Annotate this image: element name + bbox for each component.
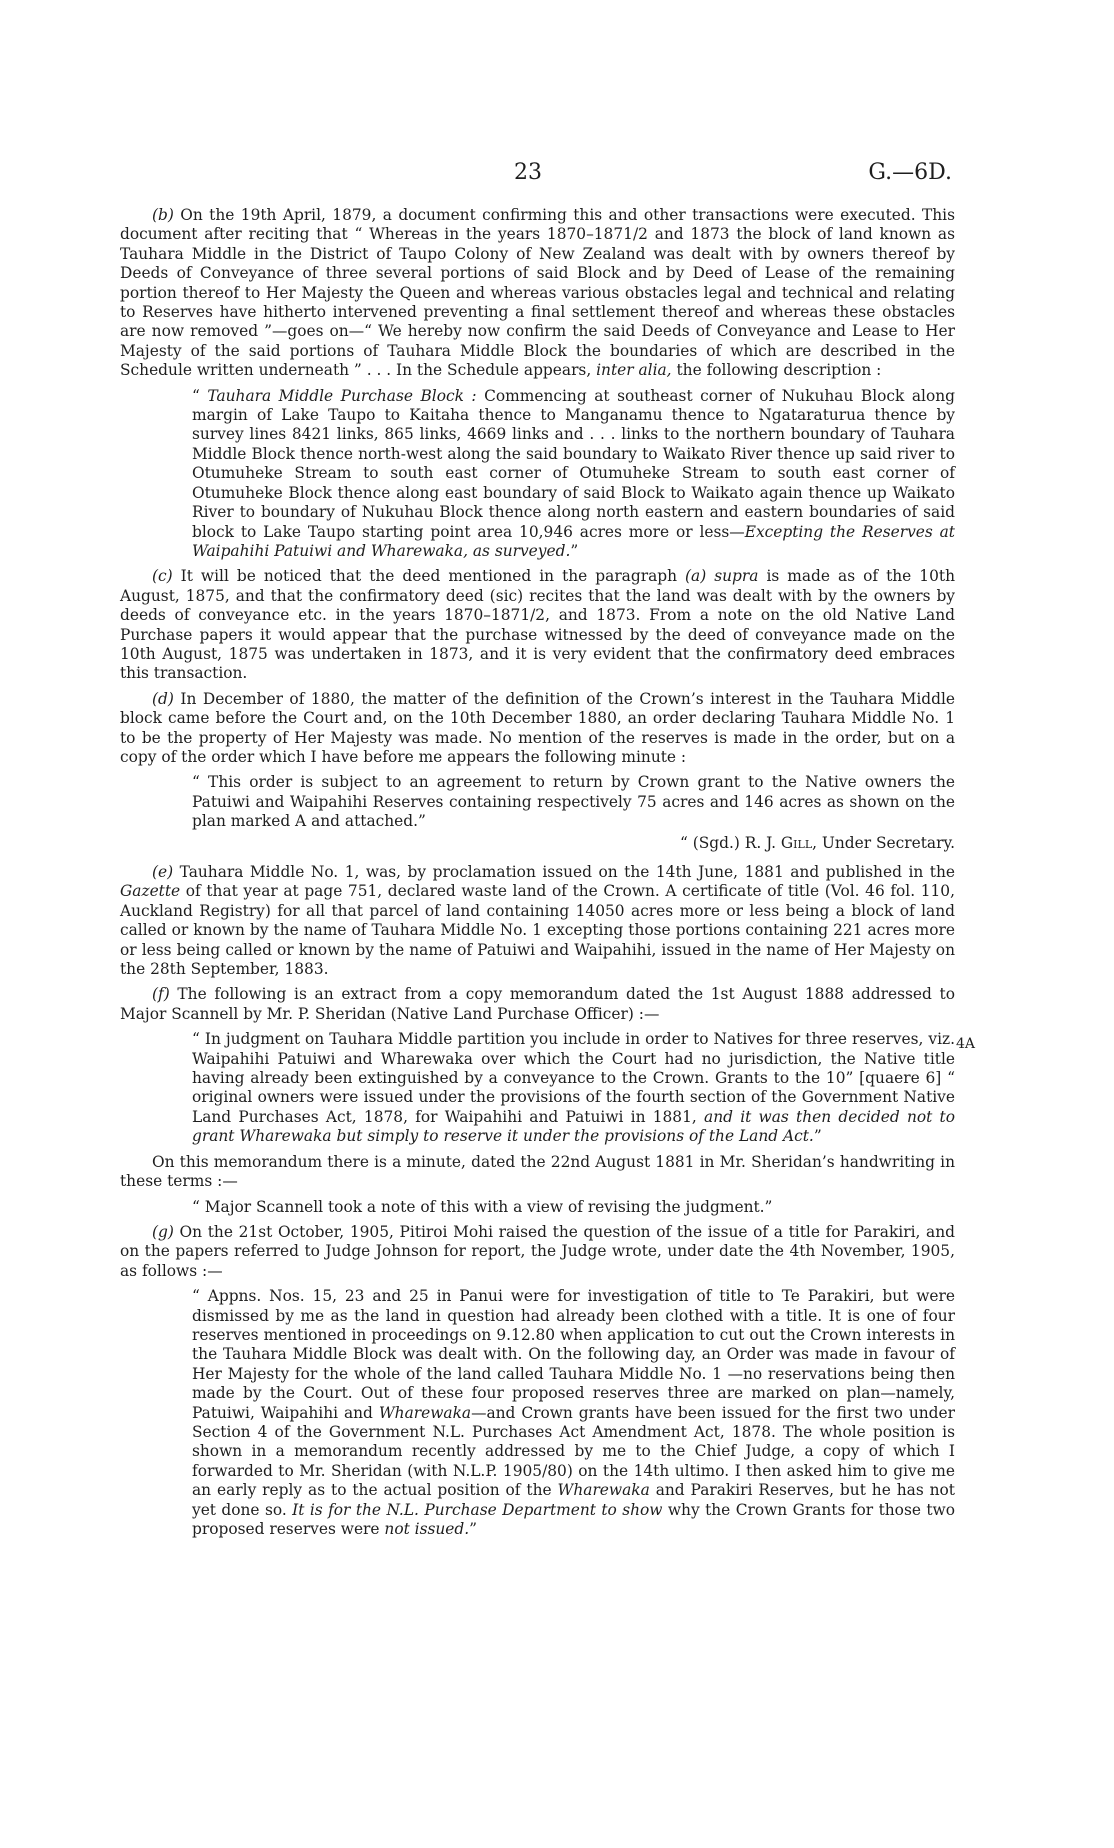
paragraph-label: (f) <box>152 985 170 1004</box>
publication-title: Gazette <box>120 882 181 901</box>
paragraph-g <box>120 1223 955 1281</box>
paragraph-label: (b) <box>152 206 174 224</box>
signatory-name: Gill <box>780 833 813 852</box>
paragraph-text: The following is an extract from a copy memorandum dated the 1st August 1888 addressed to Major Scannell by Mr. P. Sheridan (Native Land Purchase Officer) :— <box>120 985 955 1023</box>
schedule-quote: “ Tauhara Middle Purchase Block : Commencing at southeast corner of Nukuhau Block along margin of Lake Taupo to Kaitaha thence to Manganamu thence to Ngataraturua thence by survey lines 8421 links, 865 links, 4669 links and . . . links to the northern boundary of Tauhara Middle Block thence north-west along the said boundary to Waikato River thence up said river to Otumuheke Stream to south east corner of Otumuheke Stream to south east corner of Otumuheke Block thence along east boundary of said Block to Waikato again thence up Waikato River to boundary of Nukuhau Block thence along north eastern and eastern boundaries of said block to Lake Taupo starting point area 10,946 acres more or less—Excepting the Reserves at Waipahihi Patuiwi and Wharewaka, as surveyed.” <box>192 386 955 560</box>
paragraph-text: the following description : <box>671 361 882 380</box>
paragraph-text: It will be noticed that the deed mentioned in the paragraph <box>172 567 686 586</box>
paragraph-text: In December of 1880, the matter of the definition of the Crown’s interest in the Tauhara Middle block came before the Court and, on the 10th December 1880, an order declaring Tauhara Middle No. 1 to be the property of Her Majesty was made. No mention of the reserves is made in the order, but on a copy of the order which I have before me appears the following minute : <box>120 689 955 766</box>
paragraph-label: (c) <box>152 567 173 586</box>
document-reference: G.—6D. <box>868 160 952 185</box>
margin-note: 4A <box>956 1036 976 1052</box>
paragraph-text: of that year at page 751, declared waste land of the Crown. A certificate of title (Vol. 46 fol. 110, Auckland Registry) for all that parcel of land containing 14050 acres more or less being a block of land called or known by the name of Tauhara Middle No. 1 excepting those portions containing 221 acres more or less being called or known by the name of Patuiwi and Waipahihi, issued in the name of Her Majesty on the 28th September, 1883. <box>120 882 955 979</box>
judge-quote <box>192 1287 955 1539</box>
quote-end: ” <box>469 1520 478 1538</box>
quote-italic: not issued. <box>384 1520 470 1538</box>
quote-text: why the Crown Grants for those two proposed reserves were <box>192 1500 955 1538</box>
quote-italic: It is for the N.L. Purchase Department to show <box>292 1500 663 1519</box>
quote-text: —and Crown grants have been issued for the first two under Section 4 of the Government N.L. Purchases Act Amendment Act, 1878. The whole position is shown in a memorandum recently addressed by me to the Chief Judge, a copy of which I forwarded to Mr. Sheridan (with N.L.P. 1905/80) on the 14th ultimo. I then asked him to give me an early reply as to the actual position of the <box>192 1403 955 1500</box>
quote-italic: Wharewaka <box>378 1403 472 1422</box>
latin-phrase: supra <box>714 567 759 586</box>
quote-text: Commencing at southeast corner of Nukuhau Block along margin of Lake Taupo to Kaitaha thence to Manganamu thence to Ngataraturua thence by survey lines 8421 links, 865 links, 4669 links and . . . links to the northern boundary of Tauhara Middle Block thence north-west along the said boundary to Waikato River thence up said river to Otumuheke Stream to south east corner of Otumuheke Stream to south east corner of Otumuheke Block thence along east boundary of said Block to Waikato again thence up Waikato River to boundary of Nukuhau Block thence along north eastern and eastern boundaries of said block to Lake Taupo starting point area 10,946 acres more or less— <box>192 386 955 541</box>
paragraph-label: (e) <box>152 863 174 881</box>
paragraph-e <box>120 863 955 979</box>
paragraph-ref: (a) <box>685 567 707 586</box>
minute-quote: “ This order is subject to an agreement to return by Crown grant to the Native owners the Patuiwi and Waipahihi Reserves containing respectively 75 acres and 146 acres as shown on the plan marked A and attached.” <box>192 773 955 831</box>
signatory-title: , Under Secretary. <box>812 833 955 852</box>
quote-end: ” <box>813 1127 822 1146</box>
signature-prefix: “ (Sgd.) R. J. <box>679 833 781 852</box>
paragraph-memo: On this memorandum there is a minute, dated the 22nd August 1881 in Mr. Sheridan’s handwriting in these terms :— <box>120 1152 955 1191</box>
paragraph-f <box>120 985 955 1024</box>
paragraph-label: (g) <box>152 1222 174 1241</box>
quote-text: “ Appns. Nos. 15, 23 and 25 in Panui were for investigation of title to Te Parakiri, but were dismissed by me as the land in question had already been clothed with a title. It is one of four reserves mentioned in proceedings on 9.12.80 when application to cut out the Crown interests in the Tauhara Middle Block was dealt with. On the following day, an Order was made in favour of Her Majesty for the whole of the land called Tauhara Middle No. 1 —no reservations being then made by the Court. Out of these four proposed reserves three are marked on plan—namely, Patuiwi, Waipahihi and <box>192 1287 955 1422</box>
paragraph-text: Tauhara Middle No. 1, was, by proclamation issued on the 14th June, 1881 and published in the <box>173 863 955 881</box>
paragraph-text: On the 21st October, 1905, Pitiroi Mohi raised the question of the issue of a title for Parakiri, and on the papers referred to Judge Johnson for report, the Judge wrote, under date the 4th November, 1905, as follows :— <box>120 1222 955 1280</box>
signature-line <box>120 834 955 853</box>
paragraph-d <box>120 690 955 768</box>
quote-italic: Wharewaka <box>557 1481 650 1500</box>
quote-title: Tauhara Middle Purchase Block : <box>207 386 477 405</box>
quote-italic: and it was then decided not to grant Wharewaka but simply to reserve it under the provisions of the Land Act. <box>192 1107 955 1146</box>
paragraph-text: is made as of the 10th August, 1875, and that the confirmatory deed (sic) recites that the land was dealt with by the owners by deeds of conveyance etc. in the years 1870–1871/2, and 1873. From a note on the old Native Land Purchase papers it would appear that the purchase witnessed by the deed of conveyance made on the 10th August, 1875 was undertaken in 1873, and it is very evident that the confirmatory deed embraces this transaction. <box>120 567 955 683</box>
quote-text: and Parakiri Reserves, but he has not yet done so. <box>192 1481 955 1519</box>
scannell-quote: “ Major Scannell took a note of this with a view of revising the judgment.” <box>192 1197 773 1216</box>
paragraph-label: (d) <box>152 689 174 708</box>
memorandum-quote <box>192 1030 955 1146</box>
quote-text: “ In judgment on Tauhara Middle partition you include in order to Natives for three reserves, viz. Waipahihi Patuiwi and Wharewaka over which the Court had no jurisdiction, the Native title having already been extinguished by a conveyance to the Crown. Grants to the 10” [quaere 6] “ original owners were issued under the provisions of the fourth section of the Government Native Land Purchases Act, 1878, for Waipahihi and Patuiwi in 1881, <box>192 1030 955 1126</box>
quote-tail: Excepting the Reserves at Waipahihi Patuiwi and Wharewaka, as surveyed. <box>192 522 955 560</box>
paragraph-c <box>120 567 955 683</box>
page-header <box>0 160 1114 190</box>
document-body <box>120 206 955 1545</box>
latin-phrase: inter alia, <box>596 361 672 380</box>
page-number: 23 <box>514 160 542 185</box>
paragraph-b <box>120 206 955 381</box>
paragraph-text: On the 19th April, 1879, a document confirming this and other transactions were executed. This document after reciting that “ Whereas in the years 1870–1871/2 and 1873 the block of land known as Tauhara Middle in the District of Taupo Colony of New Zealand was dealt with by owners thereof by Deeds of Conveyance of three several portions of said Block and by Deed of Lease of the remaining portion thereof to Her Majesty the Queen and whereas various obstacles legal and technical and relating to Reserves have hitherto intervened preventing a final settlement thereof and whereas these obstacles are now removed ”—goes on—“ We hereby now confirm the said Deeds of Conveyance and Lease to Her Majesty of the said portions of Tauhara Middle Block the boundaries of which are described in the Schedule written underneath ” . . . In the Schedule appears, <box>120 206 955 380</box>
